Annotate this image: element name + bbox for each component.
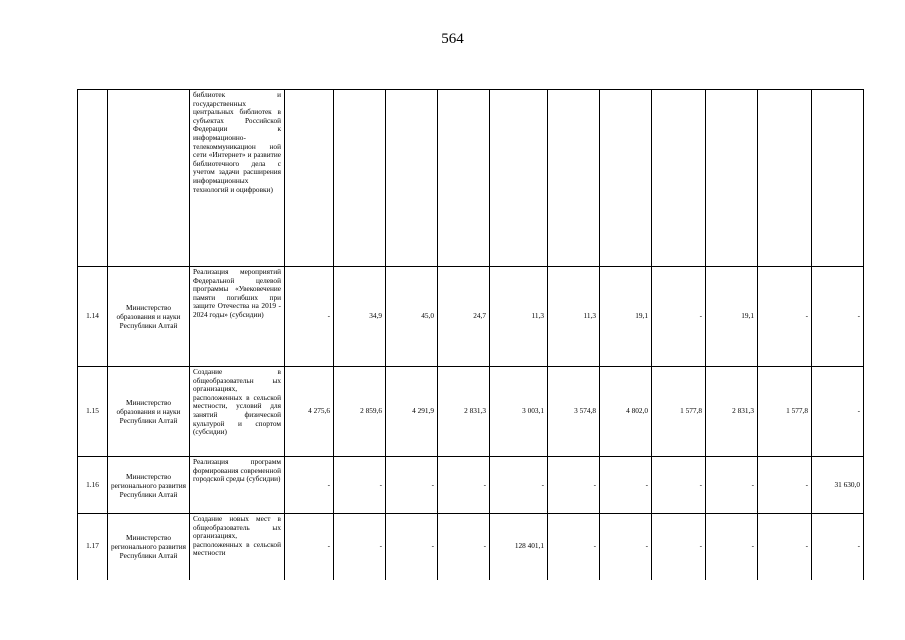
value-cell: 2 831,3 <box>706 367 758 457</box>
value-cell: 19,1 <box>706 267 758 367</box>
value-cell: - <box>812 267 864 367</box>
value-cell <box>652 90 706 267</box>
value-cell: - <box>438 457 490 514</box>
page-number: 564 <box>441 31 464 47</box>
description-cell: Создание новых мест в общеобразователь ых организациях, расположенных в сельской местности <box>190 514 285 580</box>
value-cell <box>758 90 812 267</box>
value-cell: 3 003,1 <box>490 367 548 457</box>
value-cell: - <box>285 267 334 367</box>
table-row <box>78 367 864 457</box>
row-number <box>78 90 108 267</box>
value-cell: 19,1 <box>600 267 652 367</box>
executor-cell: Министерство образования и науки Республики Алтай <box>108 367 190 457</box>
value-cell: 3 574,8 <box>548 367 600 457</box>
description-cell: библиотек и государственных центральных библиотек в субъектах Российской Федерации к информационно-телекоммуникацион ной сети «Интернет» и развитие библиотечного дела с учетом задачи расширения информационных технологий и оцифровки) <box>190 90 285 267</box>
table-row <box>78 457 864 514</box>
value-cell: - <box>812 367 864 457</box>
value-cell: - <box>758 514 812 580</box>
executor-cell: Министерство регионального развития Республики Алтай <box>108 457 190 514</box>
value-cell: 31 630,0 <box>812 457 864 514</box>
value-cell: 11,3 <box>548 267 600 367</box>
row-number: 1.15 <box>78 367 108 457</box>
value-cell: 2 859,6 <box>334 367 386 457</box>
value-cell: 24,7 <box>438 267 490 367</box>
value-cell: - <box>285 514 334 580</box>
value-cell: - <box>548 514 600 580</box>
value-cell: 34,9 <box>334 267 386 367</box>
value-cell: - <box>438 514 490 580</box>
description-cell: Реализация программ формирования современной городской среды (субсидии) <box>190 457 285 514</box>
value-cell: 4 275,6 <box>285 367 334 457</box>
budget-table <box>77 89 864 580</box>
row-number: 1.17 <box>78 514 108 580</box>
table-row <box>78 90 864 267</box>
value-cell: 4 291,9 <box>386 367 438 457</box>
description-cell: Создание в общеобразовательн ых организациях, расположенных в сельской местности, условий для занятий физической культурой и спортом (субсидии) <box>190 367 285 457</box>
value-cell <box>706 90 758 267</box>
row-number: 1.14 <box>78 267 108 367</box>
value-cell: - <box>652 267 706 367</box>
value-cell: - <box>652 514 706 580</box>
value-cell: - <box>758 267 812 367</box>
value-cell: - <box>334 514 386 580</box>
value-cell: - <box>386 457 438 514</box>
value-cell: - <box>758 457 812 514</box>
value-cell: 1 577,8 <box>758 367 812 457</box>
executor-cell: Министерство образования и науки Республики Алтай <box>108 267 190 367</box>
value-cell: 2 831,3 <box>438 367 490 457</box>
value-cell <box>285 90 334 267</box>
value-cell: - <box>600 457 652 514</box>
value-cell: 11,3 <box>490 267 548 367</box>
table-row <box>78 514 864 580</box>
value-cell <box>600 90 652 267</box>
value-cell <box>490 90 548 267</box>
executor-cell <box>108 90 190 267</box>
value-cell: - <box>706 457 758 514</box>
value-cell: 4 802,0 <box>600 367 652 457</box>
value-cell: - <box>490 457 548 514</box>
value-cell <box>812 90 864 267</box>
value-cell: 128 401,1 <box>490 514 548 580</box>
table-row <box>78 267 864 367</box>
executor-cell: Министерство регионального развития Республики Алтай <box>108 514 190 580</box>
value-cell: 1 577,8 <box>652 367 706 457</box>
value-cell: - <box>812 514 864 580</box>
value-cell <box>438 90 490 267</box>
value-cell: 45,0 <box>386 267 438 367</box>
value-cell: - <box>600 514 652 580</box>
value-cell: - <box>334 457 386 514</box>
value-cell: - <box>706 514 758 580</box>
value-cell: - <box>548 457 600 514</box>
value-cell: - <box>386 514 438 580</box>
row-number: 1.16 <box>78 457 108 514</box>
value-cell <box>386 90 438 267</box>
value-cell <box>548 90 600 267</box>
description-cell: Реализация мероприятий Федеральной целевой программы «Увековечение памяти погибших при защите Отечества на 2019 - 2024 годы» (субсидии) <box>190 267 285 367</box>
value-cell: - <box>285 457 334 514</box>
value-cell: - <box>652 457 706 514</box>
value-cell <box>334 90 386 267</box>
